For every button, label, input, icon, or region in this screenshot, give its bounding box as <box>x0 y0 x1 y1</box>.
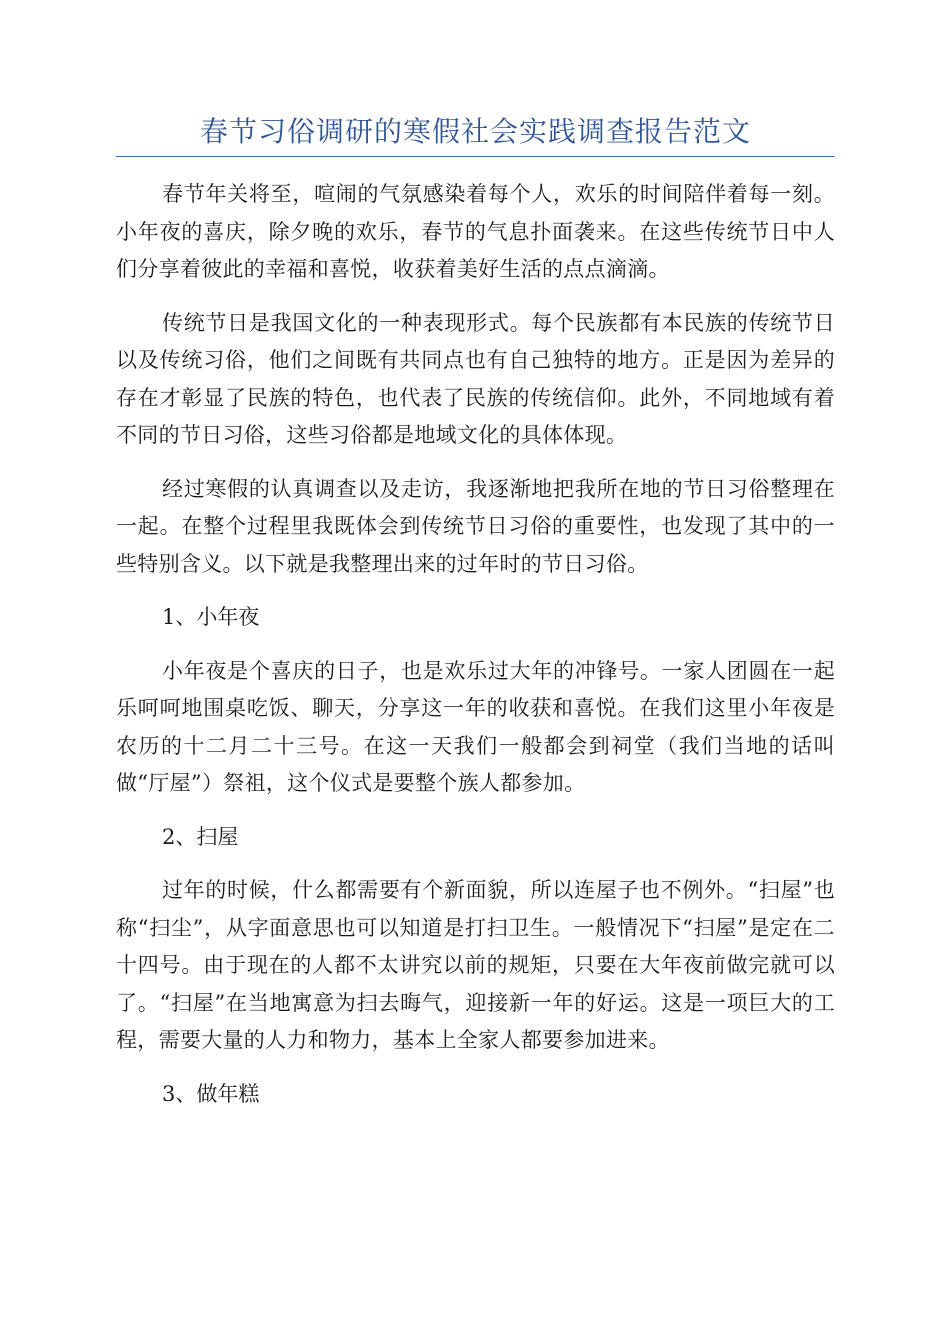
title-underline <box>116 156 835 157</box>
section-heading-zuoniangao: 3、做年糕 <box>162 1081 260 1106</box>
document-body <box>116 176 835 1129</box>
intro-paragraph-2: 传统节日是我国文化的一种表现形式。每个民族都有本民族的传统节日以及传统习俗，他们之间既有共同点也有自己独特的地方。正是因为差异的存在才彰显了民族的特色，也代表了民族的传统信仰。此外，不同地域有着不同的节日习俗，这些习俗都是地域文化的具体体现。 <box>116 310 835 447</box>
document-title: 春节习俗调研的寒假社会实践调查报告范文 <box>199 115 751 148</box>
intro-paragraph-3: 经过寒假的认真调查以及走访，我逐渐地把我所在地的节日习俗整理在一起。在整个过程里我既体会到传统节日习俗的重要性，也发现了其中的一些特别含义。以下就是我整理出来的过年时的节日习俗。 <box>116 476 835 576</box>
section-heading-xiaonianye: 1、小年夜 <box>162 605 260 629</box>
section-heading-saowu: 2、扫屋 <box>162 824 239 849</box>
section-text-xiaonianye: 小年夜是个喜庆的日子，也是欢乐过大年的冲锋号。一家人团圆在一起乐呵呵地围桌吃饭、聊天，分享这一年的收获和喜悦。在我们这里小年夜是农历的十二月二十三号。在这一天我们一般都会到祠堂（我们当地的话叫做“厅屋”）祭祖，这个仪式是要整个族人都参加。 <box>116 658 835 795</box>
intro-paragraph-1: 春节年关将至，喧闹的气氛感染着每个人，欢乐的时间陪伴着每一刻。小年夜的喜庆，除夕晚的欢乐，春节的气息扑面袭来。在这些传统节日中人们分享着彼此的幸福和喜悦，收获着美好生活的点点滴滴。 <box>116 182 835 281</box>
section-text-saowu: 过年的时候，什么都需要有个新面貌，所以连屋子也不例外。“扫屋”也称“扫尘”，从字面意思也可以知道是打扫卫生。一般情况下“扫屋”是定在二十四号。由于现在的人都不太讲究以前的规矩，只要在大年夜前做完就可以了。“扫屋”在当地寓意为扫去晦气，迎接新一年的好运。这是一项巨大的工程，需要大量的人力和物力，基本上全家人都要参加进来。 <box>116 878 835 1052</box>
title-block <box>116 112 835 157</box>
